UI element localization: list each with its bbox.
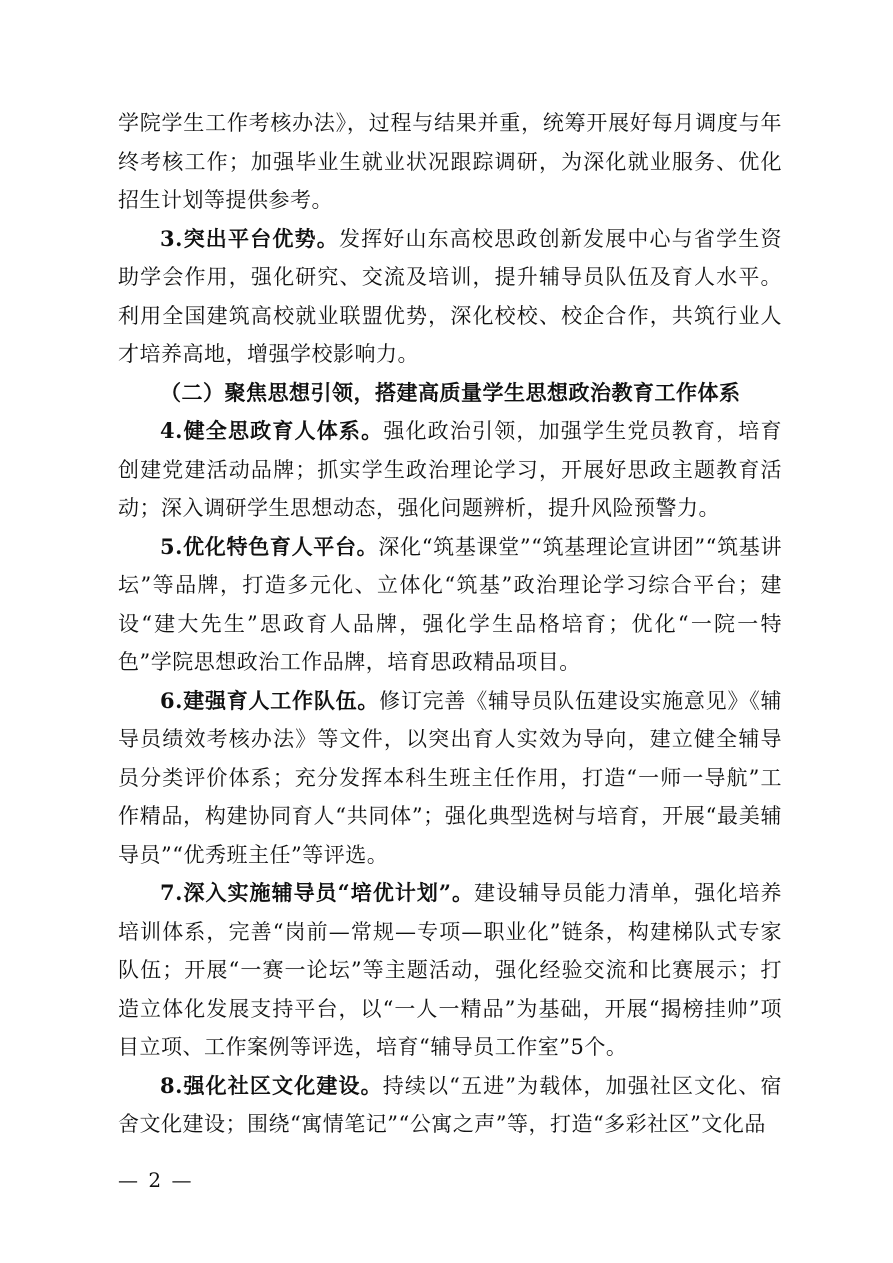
paragraph-text: 持续以“五进”为载体，加强社区文化、宿舍文化建设；围绕“寓情笔记”“公寓之声”等，打造“多彩社区”文化品 (118, 1073, 782, 1136)
paragraph-text: 建设辅导员能力清单，强化培养培训体系，完善“岗前—常规—专项—职业化”链条，构建梯队式专家队伍；开展“一赛一论坛”等主题活动，强化经验交流和比赛展示；打造立体化发展支持平台，以“一人一精品”为基础，开展“揭榜挂帅”项目立项、工作案例等评选，培育“辅导员工作室”5个。 (118, 881, 782, 1059)
paragraph-text: 发挥好山东高校思政创新发展中心与省学生资助学会作用，强化研究、交流及培训，提升辅导员队伍及育人水平。利用全国建筑高校就业联盟优势，深化校校、校企合作，共筑行业人才培养高地，增强学校影响力。 (118, 226, 782, 366)
section-heading: （二）聚焦思想引领，搭建高质量学生思想政治教育工作体系 (160, 379, 741, 405)
paragraph-lead: 7.深入实施辅导员“培优计划”。 (160, 880, 475, 905)
paragraph-platform-advantage (118, 220, 782, 374)
paragraph-lead: 8.强化社区文化建设。 (160, 1072, 383, 1098)
document-body (118, 104, 782, 1144)
paragraph-community-culture (118, 1067, 782, 1144)
paragraph-lead: 3.突出平台优势。 (160, 225, 339, 251)
page-number: — 2 — (118, 1168, 194, 1192)
paragraph-education-team (118, 682, 782, 875)
paragraph-text: 修订完善《辅导员队伍建设实施意见》《辅导员绩效考核办法》等文件，以突出育人实效为导向，建立健全辅导员分类评价体系；充分发挥本科生班主任作用，打造“一师一导航”工作精品，构建协同育人“共同体”；强化典型选树与培育，开展“最美辅导员”“优秀班主任”等评选。 (118, 688, 782, 867)
paragraph-counselor-plan (118, 874, 782, 1067)
paragraph-education-platform (118, 528, 782, 682)
paragraph-ideology-system (118, 412, 782, 528)
paragraph-text: 学院学生工作考核办法》，过程与结果并重，统筹开展好每月调度与年终考核工作；加强毕业生就业状况跟踪调研，为深化就业服务、优化招生计划等提供参考。 (118, 111, 782, 212)
paragraph-lead: 4.健全思政育人体系。 (160, 418, 384, 443)
paragraph-text: 深化“筑基课堂”“筑基理论宣讲团”“筑基讲坛”等品牌，打造多元化、立体化“筑基”政治理论学习综合平台；建设“建大先生”思政育人品牌，强化学生品格培育；优化“一院一特色”学院思想政治工作品牌，培育思政精品项目。 (118, 534, 782, 674)
paragraph-continued (118, 104, 782, 220)
paragraph-lead: 5.优化特色育人平台。 (160, 533, 379, 559)
paragraph-text: 强化政治引领，加强学生党员教育，培育创建党建活动品牌；抓实学生政治理论学习，开展好思政主题教育活动；深入调研学生思想动态，强化问题辨析，提升风险预警力。 (118, 419, 782, 520)
paragraph-lead: 6.建强育人工作队伍。 (160, 687, 380, 713)
